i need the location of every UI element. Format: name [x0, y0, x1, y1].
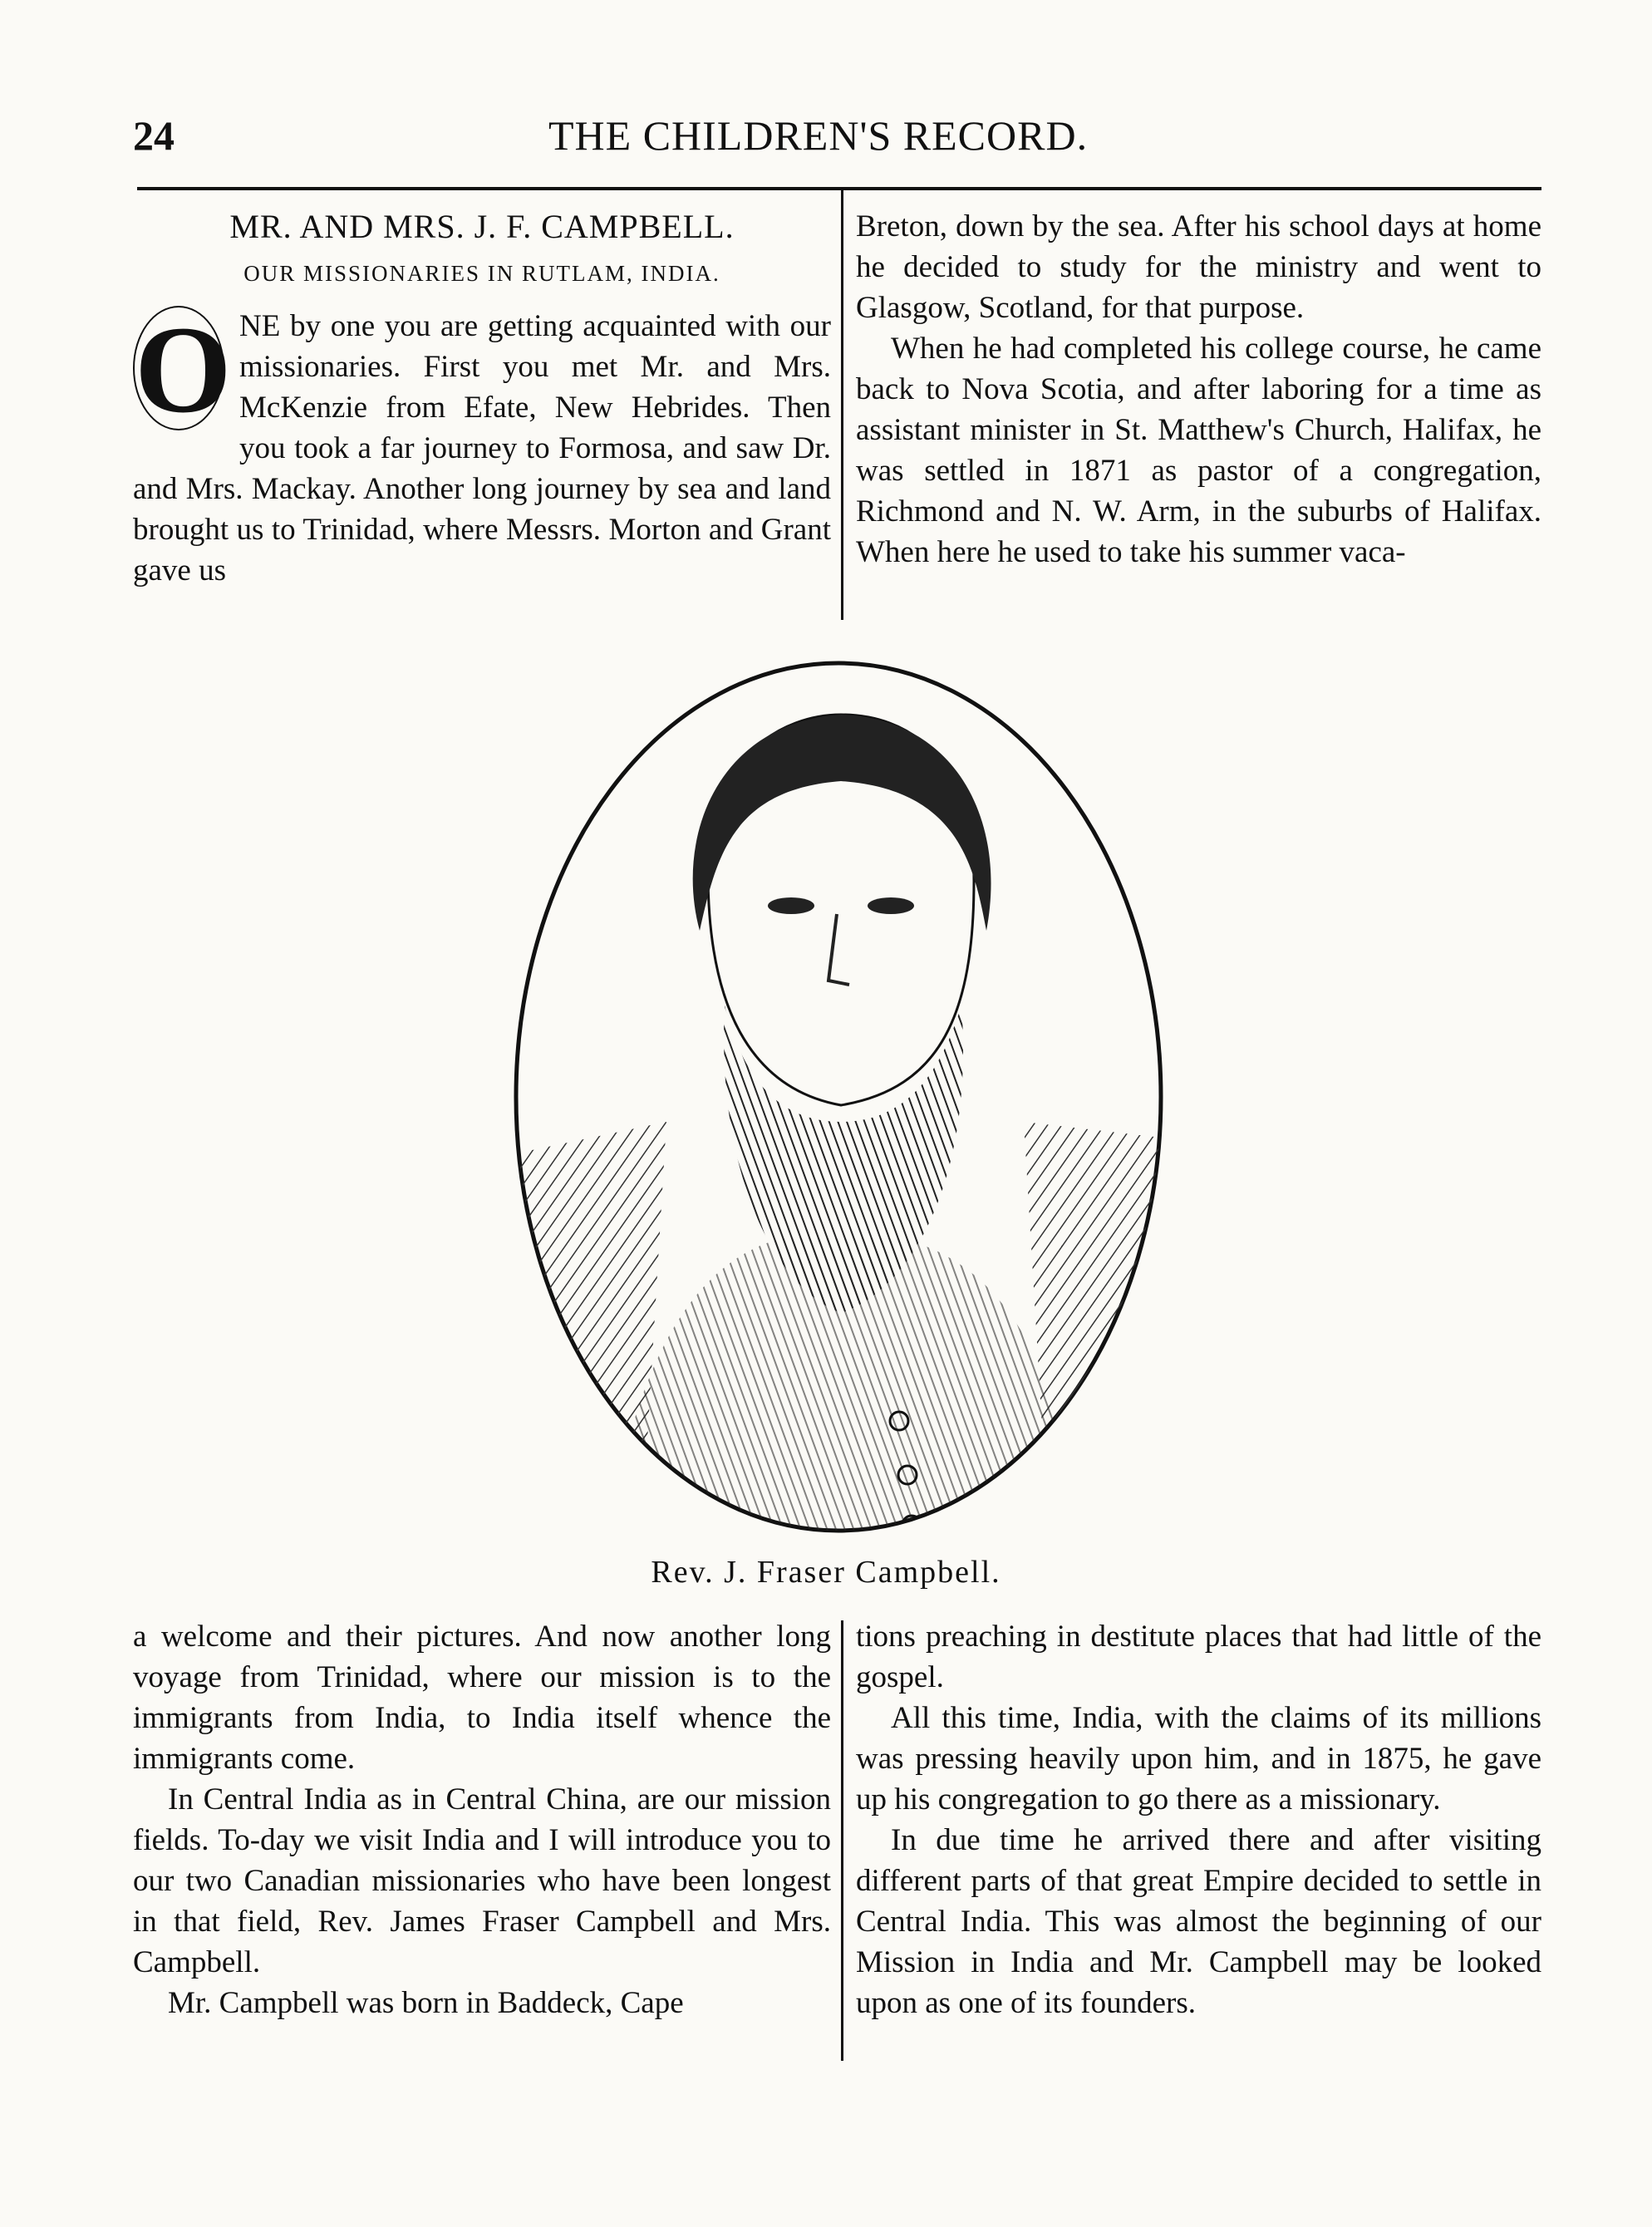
column-right-bottom — [856, 1616, 1541, 2023]
paragraph: All this time, India, with the claims of its millions was pressing heavily upon him, and in 1875, he gave up his congregation to go there as a missionary. — [856, 1701, 1541, 1817]
paragraph: When he had completed his college course, he came back to Nova Scotia, and after laboring for a time as assistant minister in St. Matthew's Church, Halifax, he was settled in 1871 as pastor of a congregation, Richmond and N. W. Arm, in the suburbs of Halifax. When here he used to take his summer vaca- — [856, 332, 1541, 569]
portrait-engraving — [509, 656, 1169, 1537]
column-left-bottom — [133, 1616, 831, 2023]
paragraph: tions preaching in destitute places that had little of the gospel. — [856, 1620, 1541, 1694]
column-right-top — [856, 206, 1541, 573]
ornamental-dropcap: O — [135, 301, 232, 439]
paragraph: In due time he arrived there and after visiting different parts of that great Empire decided to settle in Central India. This was almost the beginning of our Mission in India and Mr. Campbell may be looked upon as one of its founders. — [856, 1823, 1541, 2020]
article-subtitle: OUR MISSIONARIES IN RUTLAM, INDIA. — [243, 261, 720, 286]
column-divider-top — [841, 189, 843, 620]
paragraph: In Central India as in Central China, are our mission fields. To-day we visit India and I will introduce you to our two Canadian missionaries who have been longest in that field, Rev. James Fraser Campbell and Mrs. Campbell. — [133, 1782, 831, 1979]
page-number: 24 — [133, 112, 175, 159]
paragraph-intro: NE by one you are getting acquainted with our missionaries. First you met Mr. and Mrs. McKenzie from Efate, New Hebrides. Then you took a far journey to Formosa, and saw Dr. and Mrs. Mackay. Another long journey by sea and land brought us to Trinidad, where Messrs. Morton and Grant gave us — [133, 309, 831, 587]
column-left-top — [133, 206, 831, 591]
article-title: MR. AND MRS. J. F. CAMPBELL. — [229, 208, 735, 245]
paragraph: Mr. Campbell was born in Baddeck, Cape — [168, 1986, 684, 2020]
paragraph: Breton, down by the sea. After his school days at home he decided to study for the ministry and went to Glasgow, Scotland, for that purpose. — [856, 209, 1541, 325]
running-title: THE CHILDREN'S RECORD. — [548, 112, 1089, 159]
header-rule — [137, 187, 1541, 190]
column-divider-bottom — [841, 1620, 843, 2061]
paragraph: a welcome and their pictures. And now another long voyage from Trinidad, where our mission is to the immigrants from India, to India itself whence the immigrants come. — [133, 1620, 831, 1776]
portrait-caption: Rev. J. Fraser Campbell. — [651, 1555, 1001, 1590]
